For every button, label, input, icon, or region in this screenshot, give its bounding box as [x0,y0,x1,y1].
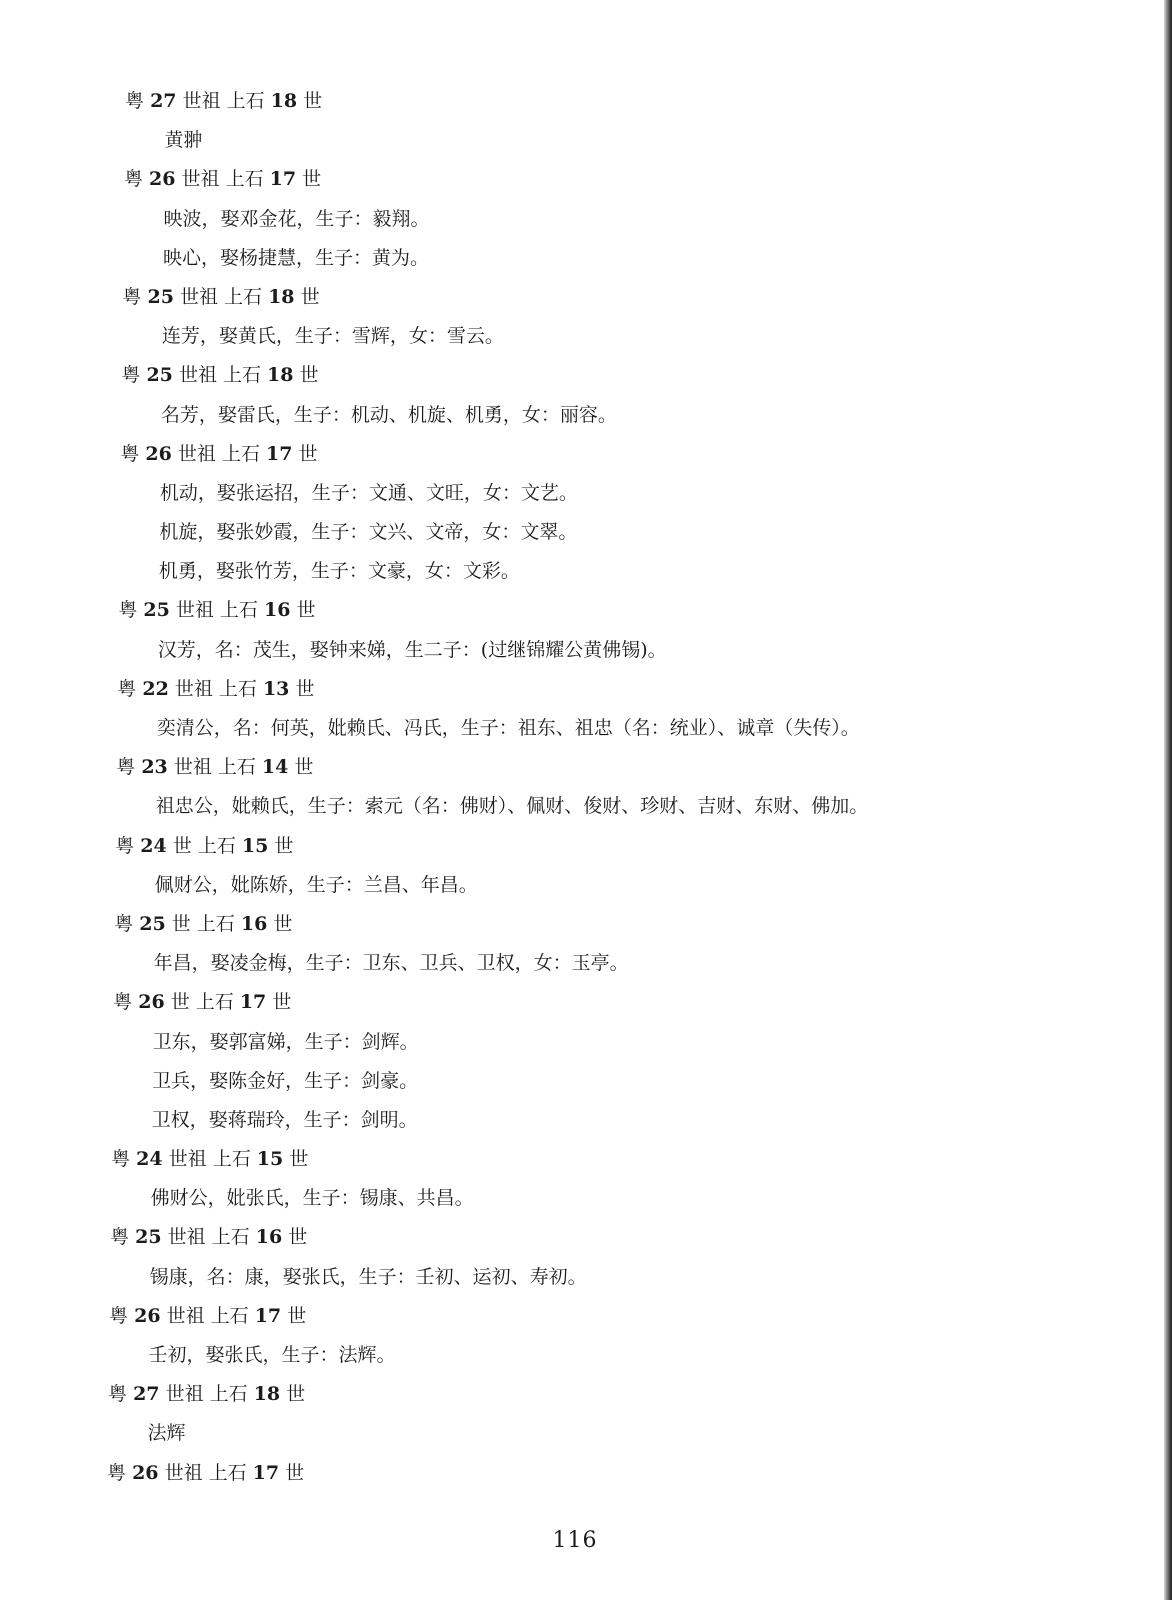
member-record: 佛财公，妣张氏，生子：锡康、共昌。 [150,1187,474,1210]
generation-heading [0,748,1150,787]
heading-text: 世祖 上石 [179,285,263,308]
heading-text: 粤 [111,1148,131,1171]
generation-number: 17 [266,442,293,465]
page-number: 116 [552,1528,598,1553]
generation-heading [0,278,1150,317]
generation-heading [0,82,1150,121]
generation-heading [0,1218,1150,1257]
member-record: 映心，娶杨捷慧，生子：黄为。 [162,246,429,269]
heading-text: 世祖 上石 [174,677,257,700]
generation-number: 25 [139,912,166,935]
generation-number: 16 [240,912,268,935]
heading-text: 世 [296,599,316,622]
generation-number: 25 [146,364,173,387]
heading-text: 世祖 上石 [177,442,260,465]
generation-number: 23 [141,756,168,779]
heading-text: 世祖 上石 [175,599,258,622]
heading-text: 粤 [109,1304,129,1327]
generation-heading [0,1375,1150,1414]
member-record: 黄翀 [164,129,203,152]
member-record: 机勇，娶张竹芳，生子：文豪，女：文彩。 [158,560,520,583]
heading-text: 粤 [117,677,137,700]
heading-text: 粤 [115,834,135,857]
heading-text: 粤 [120,442,140,465]
heading-text: 世 [300,285,320,308]
member-record: 机动，娶张运招，生子：文通、文旺，女：文艺。 [159,481,578,504]
generation-number: 26 [134,1304,161,1327]
scan-edge-shadow [1164,0,1172,1600]
heading-text: 世 [287,1304,307,1327]
generation-number: 18 [268,285,295,308]
heading-text: 世 [295,677,315,700]
member-record: 名芳，娶雷氏，生子：机动、机旋、机勇，女：丽容。 [160,403,617,426]
heading-text: 世祖 上石 [164,1461,247,1484]
generation-number: 15 [241,834,269,857]
heading-text: 世 [294,756,314,779]
heading-text: 粤 [113,991,133,1014]
heading-text: 世祖 上石 [181,168,264,191]
genealogy-page [0,82,1150,1493]
generation-number: 17 [252,1461,280,1484]
generation-number: 26 [149,168,176,191]
heading-text: 世祖 上石 [168,1148,251,1171]
generation-number: 16 [263,599,291,622]
heading-text: 世 [285,1461,305,1484]
member-record: 机旋，娶张妙霞，生子：文兴、文帝，女：文翠。 [159,521,578,544]
heading-text: 世 [303,90,323,112]
heading-text: 世 [302,168,322,191]
generation-number: 25 [135,1226,162,1249]
generation-heading [0,591,1150,630]
generation-heading [0,827,1150,866]
member-record: 连芳，娶黄氏，生子：雪辉，女：雪云。 [161,325,504,348]
generation-number: 14 [261,756,289,779]
heading-text: 世祖 上石 [167,1226,250,1249]
member-record: 祖忠公，妣赖氏，生子：索元（名：佛财）、佩财、俊财、珍财、吉财、东财、佛加。 [155,795,869,818]
generation-number: 27 [150,90,177,112]
heading-text: 世祖 上石 [178,364,261,387]
member-record: 年昌，娶凌金梅，生子：卫东、卫兵、卫权，女：玉亭。 [153,952,629,975]
heading-text: 世祖 上石 [173,756,256,779]
member-record: 卫东，娶郭富娣，生子：剑辉。 [152,1030,419,1053]
heading-text: 粤 [121,364,141,387]
heading-text: 世 [286,1383,306,1406]
generation-number: 27 [133,1383,160,1406]
member-record: 汉芳，名：茂生，娶钟来娣，生二子：(过继锦耀公黄佛锡)。 [157,638,667,661]
generation-number: 17 [269,168,297,191]
generation-heading [0,1454,1150,1493]
heading-text: 世 [298,442,318,465]
member-record: 奕清公，名：何英，妣赖氏、冯氏，生子：祖东、祖忠（名：统业）、诚章（失传）。 [156,717,860,739]
generation-number: 16 [255,1226,283,1249]
heading-text: 粤 [123,168,143,191]
heading-text: 世 上石 [170,991,234,1014]
heading-text: 世 [299,364,319,387]
heading-text: 世祖 上石 [166,1304,249,1327]
generation-number: 26 [145,442,172,465]
heading-text: 世祖 上石 [182,90,265,112]
generation-number: 25 [147,285,174,308]
heading-text: 世祖 上石 [165,1383,248,1406]
generation-heading [0,670,1150,709]
member-record: 锡康，名：康，娶张氏，生子：壬初、运初、寿初。 [149,1265,587,1288]
heading-text: 粤 [114,912,134,935]
heading-text: 世 [274,834,294,857]
heading-text: 世 [273,912,293,935]
generation-number: 24 [140,834,167,857]
heading-text: 粤 [107,1461,127,1484]
generation-heading [0,905,1150,944]
generation-heading [0,983,1150,1022]
generation-heading [0,356,1150,395]
generation-number: 24 [136,1148,163,1171]
member-record: 卫兵，娶陈金好，生子：剑豪。 [152,1069,419,1092]
generation-number: 17 [239,991,267,1014]
member-record: 佩财公，妣陈娇，生子：兰昌、年昌。 [154,873,478,896]
generation-number: 18 [253,1383,281,1406]
generation-number: 25 [143,599,170,622]
heading-text: 世 [288,1226,308,1249]
member-record: 壬初，娶张氏，生子：法辉。 [148,1344,396,1366]
generation-number: 17 [254,1304,282,1327]
member-record: 映波，娶邓金花，生子：毅翔。 [163,207,430,230]
member-record: 卫权，娶蒋瑞玲，生子：剑明。 [151,1108,418,1131]
generation-number: 26 [138,991,165,1014]
heading-text: 世 上石 [172,834,236,857]
generation-heading [0,1297,1150,1336]
heading-text: 粤 [125,90,145,112]
heading-text: 粤 [108,1383,128,1406]
heading-text: 粤 [118,599,138,622]
heading-text: 粤 [110,1226,130,1249]
generation-number: 26 [132,1461,159,1484]
generation-number: 18 [267,364,294,387]
heading-text: 世 上石 [171,912,235,935]
generation-number: 18 [270,90,298,112]
member-record: 法辉 [147,1422,186,1445]
generation-number: 13 [262,677,290,700]
generation-heading [0,435,1150,474]
generation-number: 22 [142,677,169,700]
heading-text: 世 [289,1148,309,1171]
generation-number: 15 [256,1148,284,1171]
generation-heading [0,1140,1150,1179]
heading-text: 世 [272,991,292,1014]
generation-heading [0,160,1150,199]
heading-text: 粤 [116,756,136,779]
heading-text: 粤 [122,285,142,308]
